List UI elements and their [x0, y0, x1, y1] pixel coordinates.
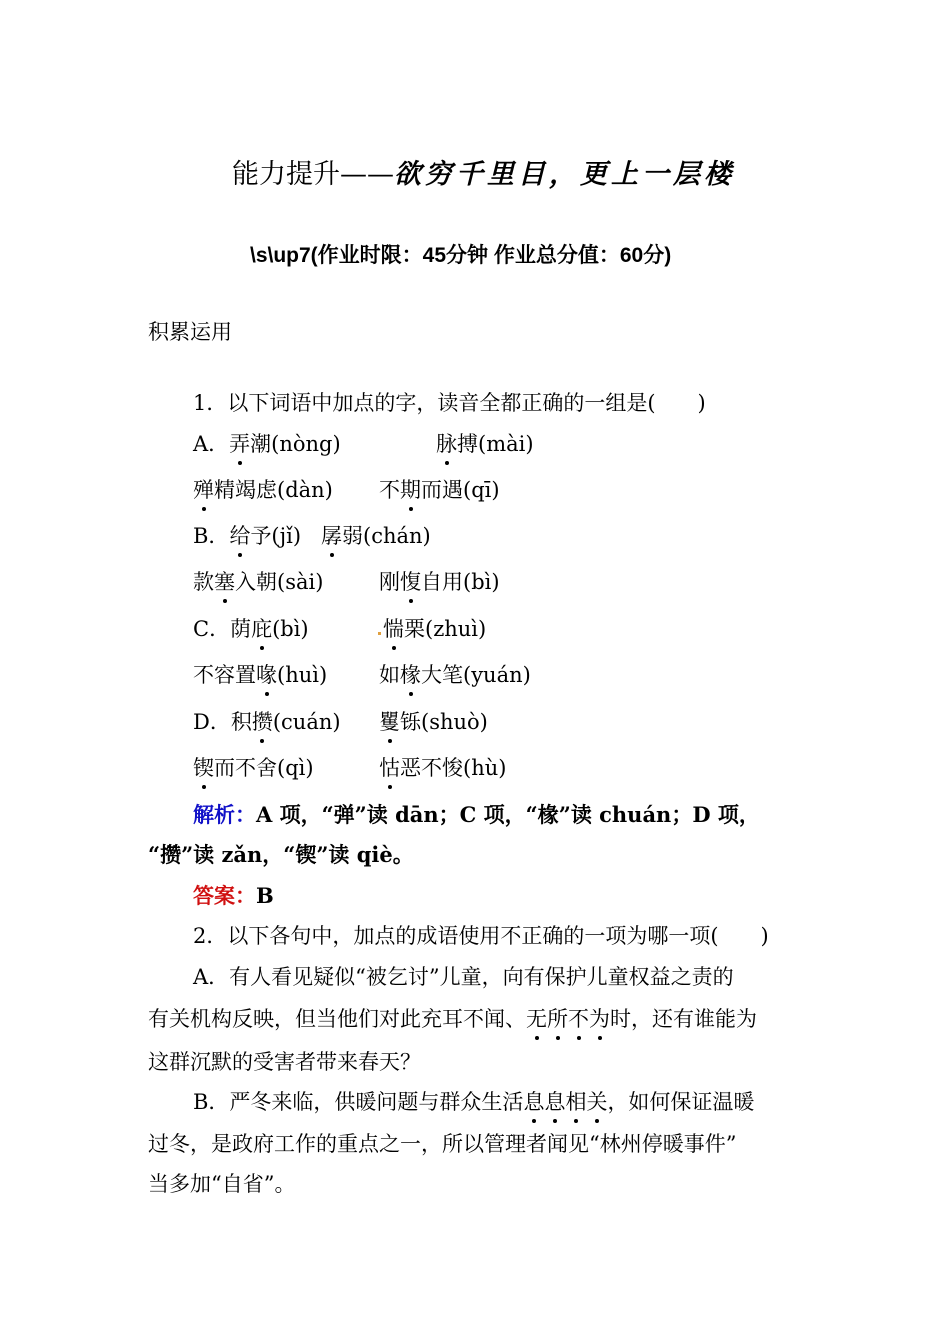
dotted-idiom	[526, 1007, 610, 1031]
q1-analysis-line2: “攒”读 zǎn，“锲”读 qiè。	[148, 842, 414, 867]
title-styled: 欲穷千里目，更上一层楼	[394, 159, 735, 190]
dotted-char: 息	[544, 1090, 566, 1114]
q1-answer: 答案：B	[193, 883, 274, 908]
dotted-char: 期	[400, 478, 421, 502]
q1-option-a-word3: 殚精竭虑(dàn)	[193, 478, 333, 502]
dotted-char: 脉	[436, 432, 457, 456]
dotted-char: 殚	[193, 478, 214, 502]
dotted-char: 无	[526, 1007, 547, 1031]
q1-option-a-row1: A．弄潮(nòng)	[193, 432, 341, 456]
q2-option-a-line1: A．有人看见疑似“被乞讨”儿童，向有保护儿童权益之责的	[193, 965, 734, 989]
q2-option-b-line2: 过冬，是政府工作的重点之一，所以管理者闻见“林州停暖事件”	[148, 1132, 737, 1156]
q1-option-c-word3: 不容置喙(huì)	[193, 663, 328, 687]
q2-option-b-line1: B．严冬来临，供暖问题与群众生活息息相关，如何保证温暖	[193, 1090, 755, 1114]
dotted-char: 孱	[321, 524, 342, 548]
q1-option-c-word4: 如椽大笔(yuán)	[379, 663, 531, 687]
subtitle: \s\up7(作业时限：45分钟 作业总分值：60分)	[250, 244, 672, 267]
dotted-char: 给	[229, 524, 251, 548]
q1-option-b-word2: 孱弱(chán)	[321, 524, 431, 548]
q2-stem: 2．以下各句中，加点的成语使用不正确的一项为哪一项( )	[193, 924, 769, 948]
dotted-char: 为	[589, 1007, 610, 1031]
q1-option-d-row1: D．积攒(cuán)	[193, 710, 341, 734]
q2-option-a-line3: 这群沉默的受害者带来春天？	[148, 1050, 421, 1074]
dotted-char: 锲	[193, 756, 214, 780]
q1-option-b-word3: 款塞入朝(sài)	[193, 570, 324, 594]
q1-option-c-row1: C．荫庇(bì)	[193, 617, 309, 641]
q1-option-b-word4: 刚愎自用(bì)	[379, 570, 500, 594]
section-heading: 积累运用	[148, 320, 232, 344]
dotted-char: 矍	[379, 710, 400, 734]
q2-option-b-line3: 当多加“自省”。	[148, 1172, 296, 1196]
q1-option-a-word4: 不期而遇(qī)	[379, 478, 500, 502]
dotted-char: 弄	[229, 432, 251, 456]
q1-option-d-word3: 锲而不舍(qì)	[193, 756, 314, 780]
stray-mark	[378, 632, 381, 635]
dotted-char: 庇	[251, 617, 273, 641]
q1-stem: 1．以下词语中加点的字，读音全都正确的一组是( )	[193, 391, 706, 415]
dotted-char: 塞	[214, 570, 235, 594]
dotted-char: 所	[547, 1007, 568, 1031]
dotted-char: 惴	[383, 617, 404, 641]
dotted-char: 攒	[251, 710, 273, 734]
analysis-label: 解析：	[193, 802, 256, 827]
q1-option-b-row1: B．给予(jǐ)	[193, 524, 302, 548]
q1-option-d-word4: 怙恶不悛(hù)	[379, 756, 507, 780]
dotted-idiom	[523, 1090, 607, 1114]
answer-label: 答案：	[193, 883, 256, 908]
dotted-char: 息	[523, 1090, 545, 1114]
title-main: 能力提升——	[232, 159, 394, 190]
q1-option-c-word2: 惴栗(zhuì)	[383, 617, 487, 641]
q2-option-a-line2: 有关机构反映，但当他们对此充耳不闻、无所不为时，还有谁能为	[148, 1007, 757, 1031]
dotted-char: 关	[586, 1090, 608, 1114]
q1-analysis-line1: 解析：A 项，“弹”读 dān；C 项，“椽”读 chuán；D 项，	[193, 802, 760, 827]
dotted-char: 怙	[379, 756, 400, 780]
page-title	[232, 157, 735, 193]
dotted-char: 不	[568, 1007, 589, 1031]
q1-option-d-word2: 矍铄(shuò)	[379, 710, 488, 734]
dotted-char: 愎	[400, 570, 421, 594]
dotted-char: 相	[565, 1090, 587, 1114]
dotted-char: 椽	[400, 663, 421, 687]
dotted-char: 喙	[256, 663, 277, 687]
q1-option-a-word2: 脉搏(mài)	[436, 432, 534, 456]
